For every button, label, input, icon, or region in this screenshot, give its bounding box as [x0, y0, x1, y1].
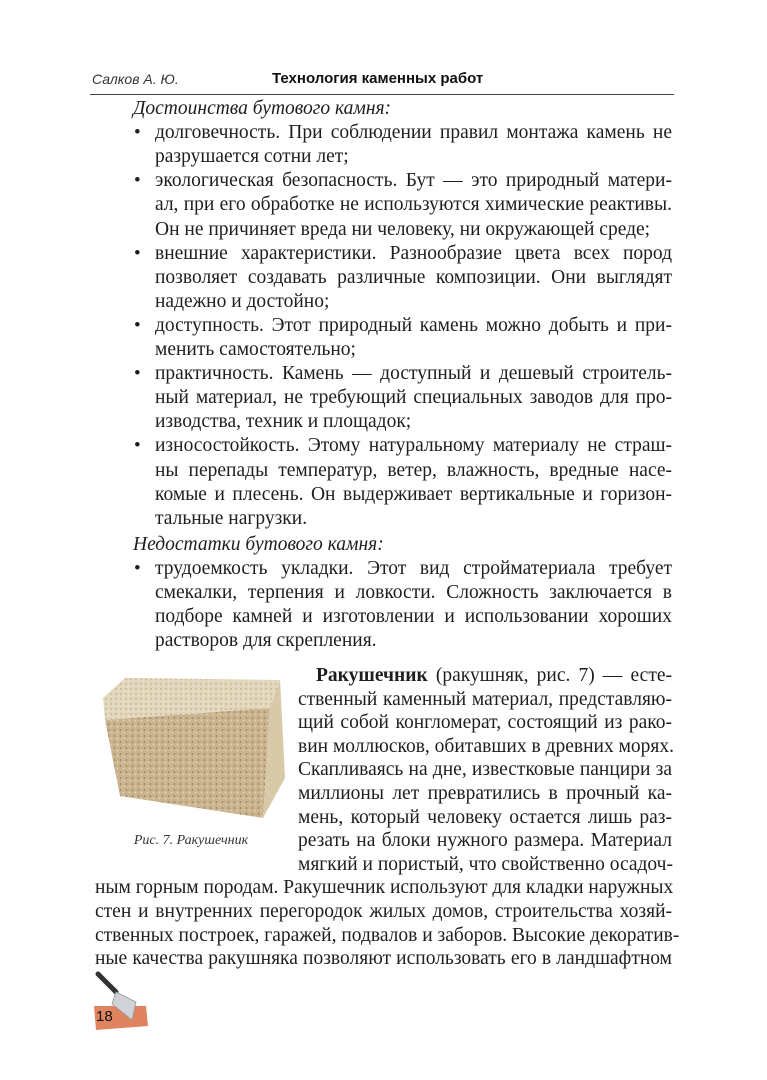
- shellrock-figure: [95, 668, 287, 832]
- section-heading: Достоинства бутового камня:: [133, 98, 392, 119]
- paragraph-line: резать на блоки нужного размера. Материал: [298, 830, 672, 852]
- running-header-author: Салков А. Ю.: [92, 71, 179, 87]
- list-item-line: разрушается сотни лет;: [155, 146, 349, 168]
- bullet-icon: •: [134, 557, 141, 579]
- list-item-line: менить самостоятельно;: [155, 339, 356, 360]
- list-item-line: экологическая безопасность. Бут — это природный матери-: [155, 170, 672, 192]
- list-item-line: ны перепады температур, ветер, влажность, вредные насе-: [155, 459, 672, 481]
- figure-caption: Рис. 7. Ракушечник: [133, 833, 249, 848]
- bullet-icon: •: [134, 314, 141, 336]
- paragraph-line: ственный каменный материал, представляю-: [298, 688, 672, 710]
- list-item-line: позволяет создавать различные композиции. Они выглядят: [155, 266, 672, 288]
- list-item-line: ный материал, не требующий специальных заводов для про-: [155, 387, 672, 409]
- list-item-line: доступность. Этот природный камень можно добыть и при-: [155, 314, 672, 336]
- list-item-line: долговечность. При соблюдении правил монтажа камень не: [155, 122, 672, 144]
- list-item-line: износостойкость. Этому натуральному материалу не страш-: [155, 435, 672, 457]
- list-item-line: трудоемкость укладки. Этот вид стройматериала требует: [155, 557, 672, 579]
- paragraph-line: мень, который человеку остается лишь раз-: [298, 806, 672, 828]
- paragraph-line: стен и внутренних перегородок жилых домов, строительства хозяй-: [95, 901, 672, 922]
- list-item-line: Он не причиняет вреда ни человеку, ни окружающей среде;: [155, 218, 651, 240]
- bullet-icon: •: [134, 122, 141, 144]
- list-item-line: комые и плесень. Он выдерживает вертикальные и горизон-: [155, 483, 672, 505]
- list-item-line: подборе камней и изготовлении и использовании хороших: [155, 606, 672, 628]
- list-item-line: ал, при его обработке не используются химические реактивы.: [155, 194, 672, 216]
- list-item-line: тальные нагрузки.: [155, 507, 308, 529]
- paragraph-line: ным горным породам. Ракушечник используют для кладки наружных: [95, 877, 674, 899]
- paragraph-line: миллионы лет превратились в прочный ка-: [298, 783, 672, 804]
- paragraph-line: ные качества ракушняка позволяют использовать его в ландшафтном: [95, 948, 672, 970]
- list-item-line: растворов для скрепления.: [155, 630, 377, 652]
- paragraph-line: щий собой конгломерат, состоящий из рако-: [298, 712, 672, 734]
- paragraph-line: вин моллюсков, обитавших в древних морях.: [298, 735, 675, 757]
- list-item-line: изводства, техник и площадок;: [155, 411, 412, 433]
- paragraph-line: [316, 664, 672, 688]
- term-shellrock: Ракушечник: [316, 665, 428, 686]
- paragraph-line: Скапливаясь на дне, известковые панцири за: [298, 759, 672, 781]
- page-number: 18: [96, 1008, 113, 1025]
- bullet-icon: •: [134, 170, 141, 192]
- list-item-line: внешние характеристики. Разнообразие цвета всех пород: [155, 242, 672, 264]
- paragraph-line: ственных построек, гаражей, подвалов и заборов. Высокие декоратив-: [95, 924, 680, 946]
- term-definition-start: (ракушняк, рис. 7) — есте-: [427, 665, 672, 686]
- bullet-icon: •: [134, 242, 141, 264]
- bullet-icon: •: [134, 363, 141, 385]
- paragraph-line: мягкий и пористый, что свойственно осадоч-: [298, 853, 673, 875]
- header-rule: [90, 94, 674, 95]
- list-item-line: практичность. Камень — доступный и дешевый строитель-: [155, 363, 672, 385]
- list-item-line: смекалки, терпения и ловкости. Сложность заключается в: [155, 582, 672, 603]
- list-item-line: надежно и достойно;: [155, 290, 330, 312]
- bullet-icon: •: [134, 435, 141, 457]
- running-header-title: Технология каменных работ: [272, 70, 484, 87]
- section-heading: Недостатки бутового камня:: [133, 533, 384, 555]
